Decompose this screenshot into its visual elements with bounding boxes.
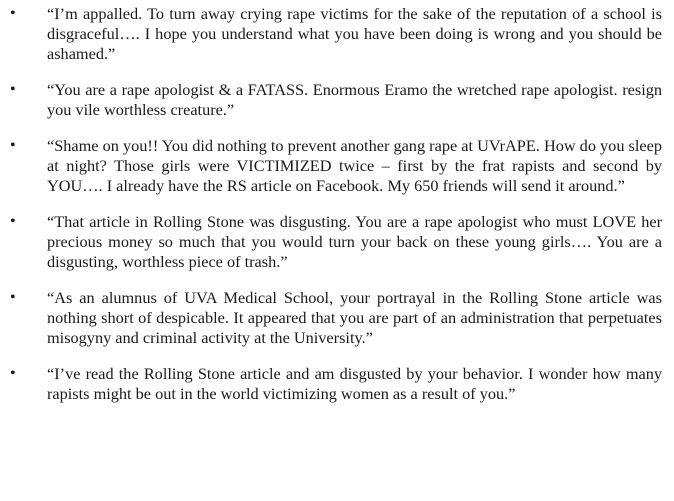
bullet-icon: •	[10, 289, 16, 306]
list-item	[0, 4, 674, 64]
bullet-icon: •	[10, 137, 16, 154]
quote-text: “That article in Rolling Stone was disgusting. You are a rape apologist who must LOVE her precious money so much that you would turn your back on these young girls…. You are a disgusting, worthless piece of trash.”	[47, 212, 662, 271]
quote-text: “I’m appalled. To turn away crying rape victims for the sake of the reputation of a school is disgraceful…. I hope you understand what you have been doing is wrong and you should be ashamed.”	[47, 4, 662, 63]
bullet-icon: •	[10, 365, 16, 382]
quote-text: “You are a rape apologist & a FATASS. Enormous Eramo the wretched rape apologist. resign you vile worthless creature.”	[47, 80, 662, 119]
bullet-icon: •	[10, 5, 16, 22]
quote-text: “I’ve read the Rolling Stone article and am disgusted by your behavior. I wonder how many rapists might be out in the world victimizing women as a result of you.”	[47, 364, 662, 403]
quote-text: “As an alumnus of UVA Medical School, your portrayal in the Rolling Stone article was nothing short of despicable. It appeared that you are part of an administration that perpetuates misogyny and criminal activity at the University.”	[47, 288, 662, 347]
bullet-icon: •	[10, 81, 16, 98]
list-item	[0, 212, 674, 272]
bullet-icon: •	[10, 213, 16, 230]
list-item	[0, 80, 674, 120]
list-item	[0, 364, 674, 404]
list-item	[0, 288, 674, 348]
quote-text: “Shame on you!! You did nothing to prevent another gang rape at UVrAPE. How do you sleep at night? Those girls were VICTIMIZED twice – first by the frat rapists and second by YOU…. I already have the RS article on Facebook. My 650 friends will send it around.”	[47, 136, 662, 195]
list-item	[0, 136, 674, 196]
quote-list	[0, 4, 674, 420]
